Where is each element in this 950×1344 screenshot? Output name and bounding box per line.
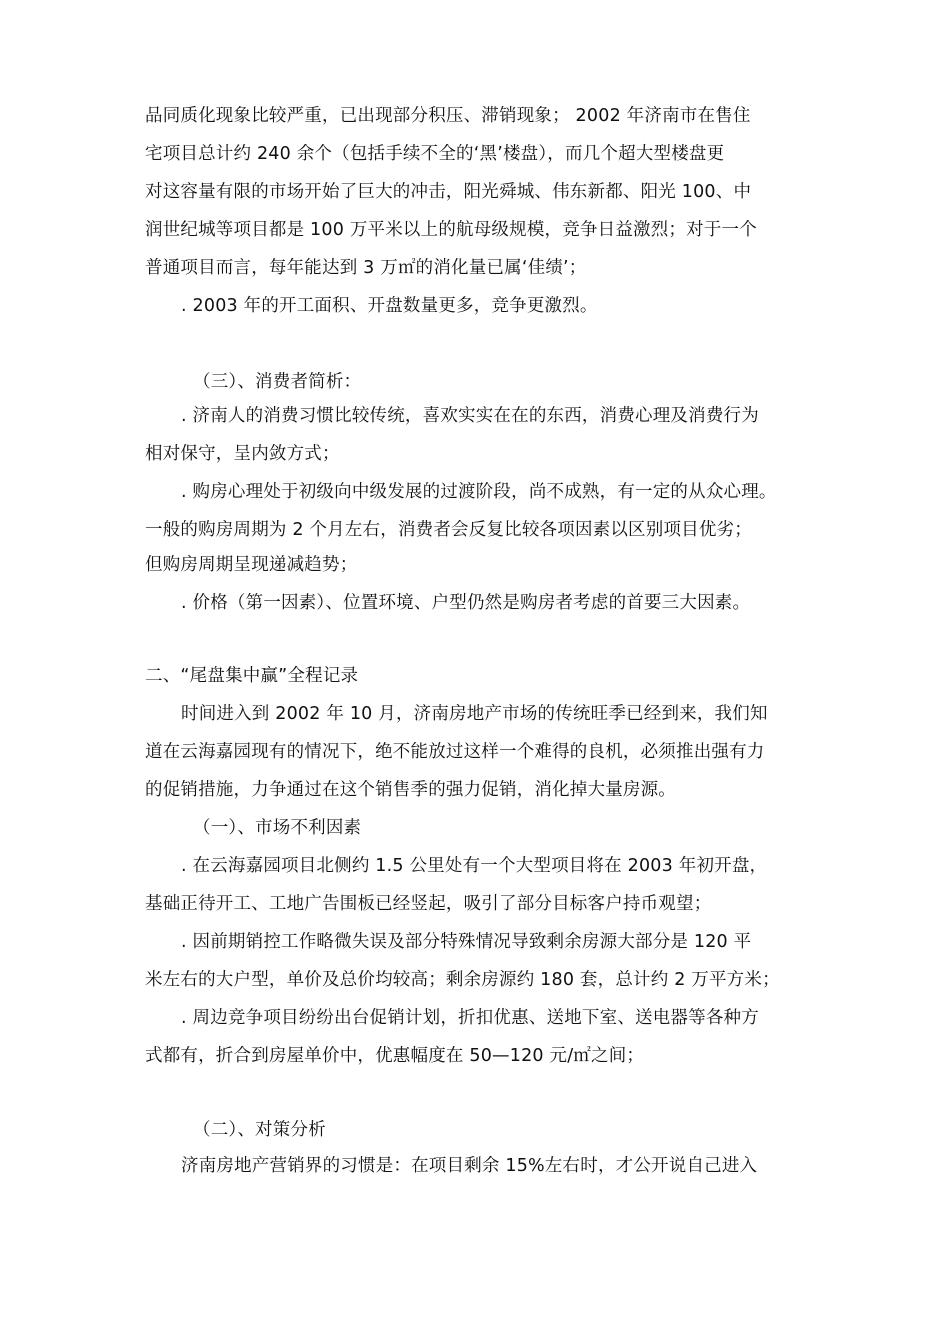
paragraph-line: 基础正待开工、工地广告围板已经竖起，吸引了部分目标客户持币观望； [145, 894, 712, 914]
section-heading: （一）、市场不利因素 [193, 818, 362, 838]
paragraph-line: 道在云海嘉园现有的情况下，绝不能放过这样一个难得的良机，必须推出强有力 [145, 742, 765, 762]
bullet-line: . 价格（第一因素）、位置环境、户型仍然是购房者考虑的首要三大因素。 [181, 593, 751, 613]
bullet-line: . 周边竞争项目纷纷出台促销计划，折扣优惠、送地下室、送电器等各种方 [181, 1008, 759, 1028]
paragraph-line: 但购房周期呈现递减趋势； [145, 555, 358, 575]
paragraph-line: 式都有，折合到房屋单价中，优惠幅度在 50—120 元/㎡之间； [145, 1046, 645, 1066]
paragraph-line: 润世纪城等项目都是 100 万平米以上的航母级规模，竞争日益激烈；对于一个 [145, 220, 757, 240]
bullet-line: . 济南人的消费习惯比较传统，喜欢实实在在的东西，消费心理及消费行为 [181, 406, 759, 426]
paragraph-line: 普通项目而言，每年能达到 3 万㎡的消化量已属‘佳绩’； [145, 258, 587, 278]
paragraph-line: 时间进入到 2002 年 10 月，济南房地产市场的传统旺季已经到来，我们知 [181, 704, 768, 724]
bullet-line: . 在云海嘉园项目北侧约 1.5 公里处有一个大型项目将在 2003 年初开盘， [181, 856, 768, 876]
paragraph-line: 品同质化现象比较严重，已出现部分积压、滞销现象； 2002 年济南市在售住 [145, 106, 751, 126]
bullet-line: . 因前期销控工作略微失误及部分特殊情况导致剩余房源大部分是 120 平 [181, 932, 752, 952]
paragraph-line: 宅项目总计约 240 余个（包括手续不全的‘黑’楼盘），而几个超大型楼盘更 [145, 144, 725, 164]
paragraph-line: 的促销措施，力争通过在这个销售季的强力促销，消化掉大量房源。 [145, 780, 676, 800]
paragraph-line: 对这容量有限的市场开始了巨大的冲击，阳光舜城、伟东新都、阳光 100、中 [145, 182, 752, 202]
section-heading: （三）、消费者简析： [193, 372, 362, 392]
paragraph-line: 米左右的大户型，单价及总价均较高；剩余房源约 180 套，总计约 2 万平方米； [145, 970, 780, 990]
bullet-line: . 购房心理处于初级向中级发展的过渡阶段，尚不成熟，有一定的从众心理。 [181, 482, 777, 502]
paragraph-line: 一般的购房周期为 2 个月左右，消费者会反复比较各项因素以区别项目优劣； [145, 520, 752, 540]
paragraph-line: 济南房地产营销界的习惯是：在项目剩余 15%左右时，才公开说自己进入 [181, 1156, 758, 1176]
chapter-heading: 二、“尾盘集中赢”全程记录 [145, 666, 359, 686]
section-heading: （二）、对策分析 [193, 1120, 326, 1140]
bullet-line: . 2003 年的开工面积、开盘数量更多，竞争更激烈。 [181, 296, 598, 316]
paragraph-line: 相对保守，呈内敛方式； [145, 444, 340, 464]
